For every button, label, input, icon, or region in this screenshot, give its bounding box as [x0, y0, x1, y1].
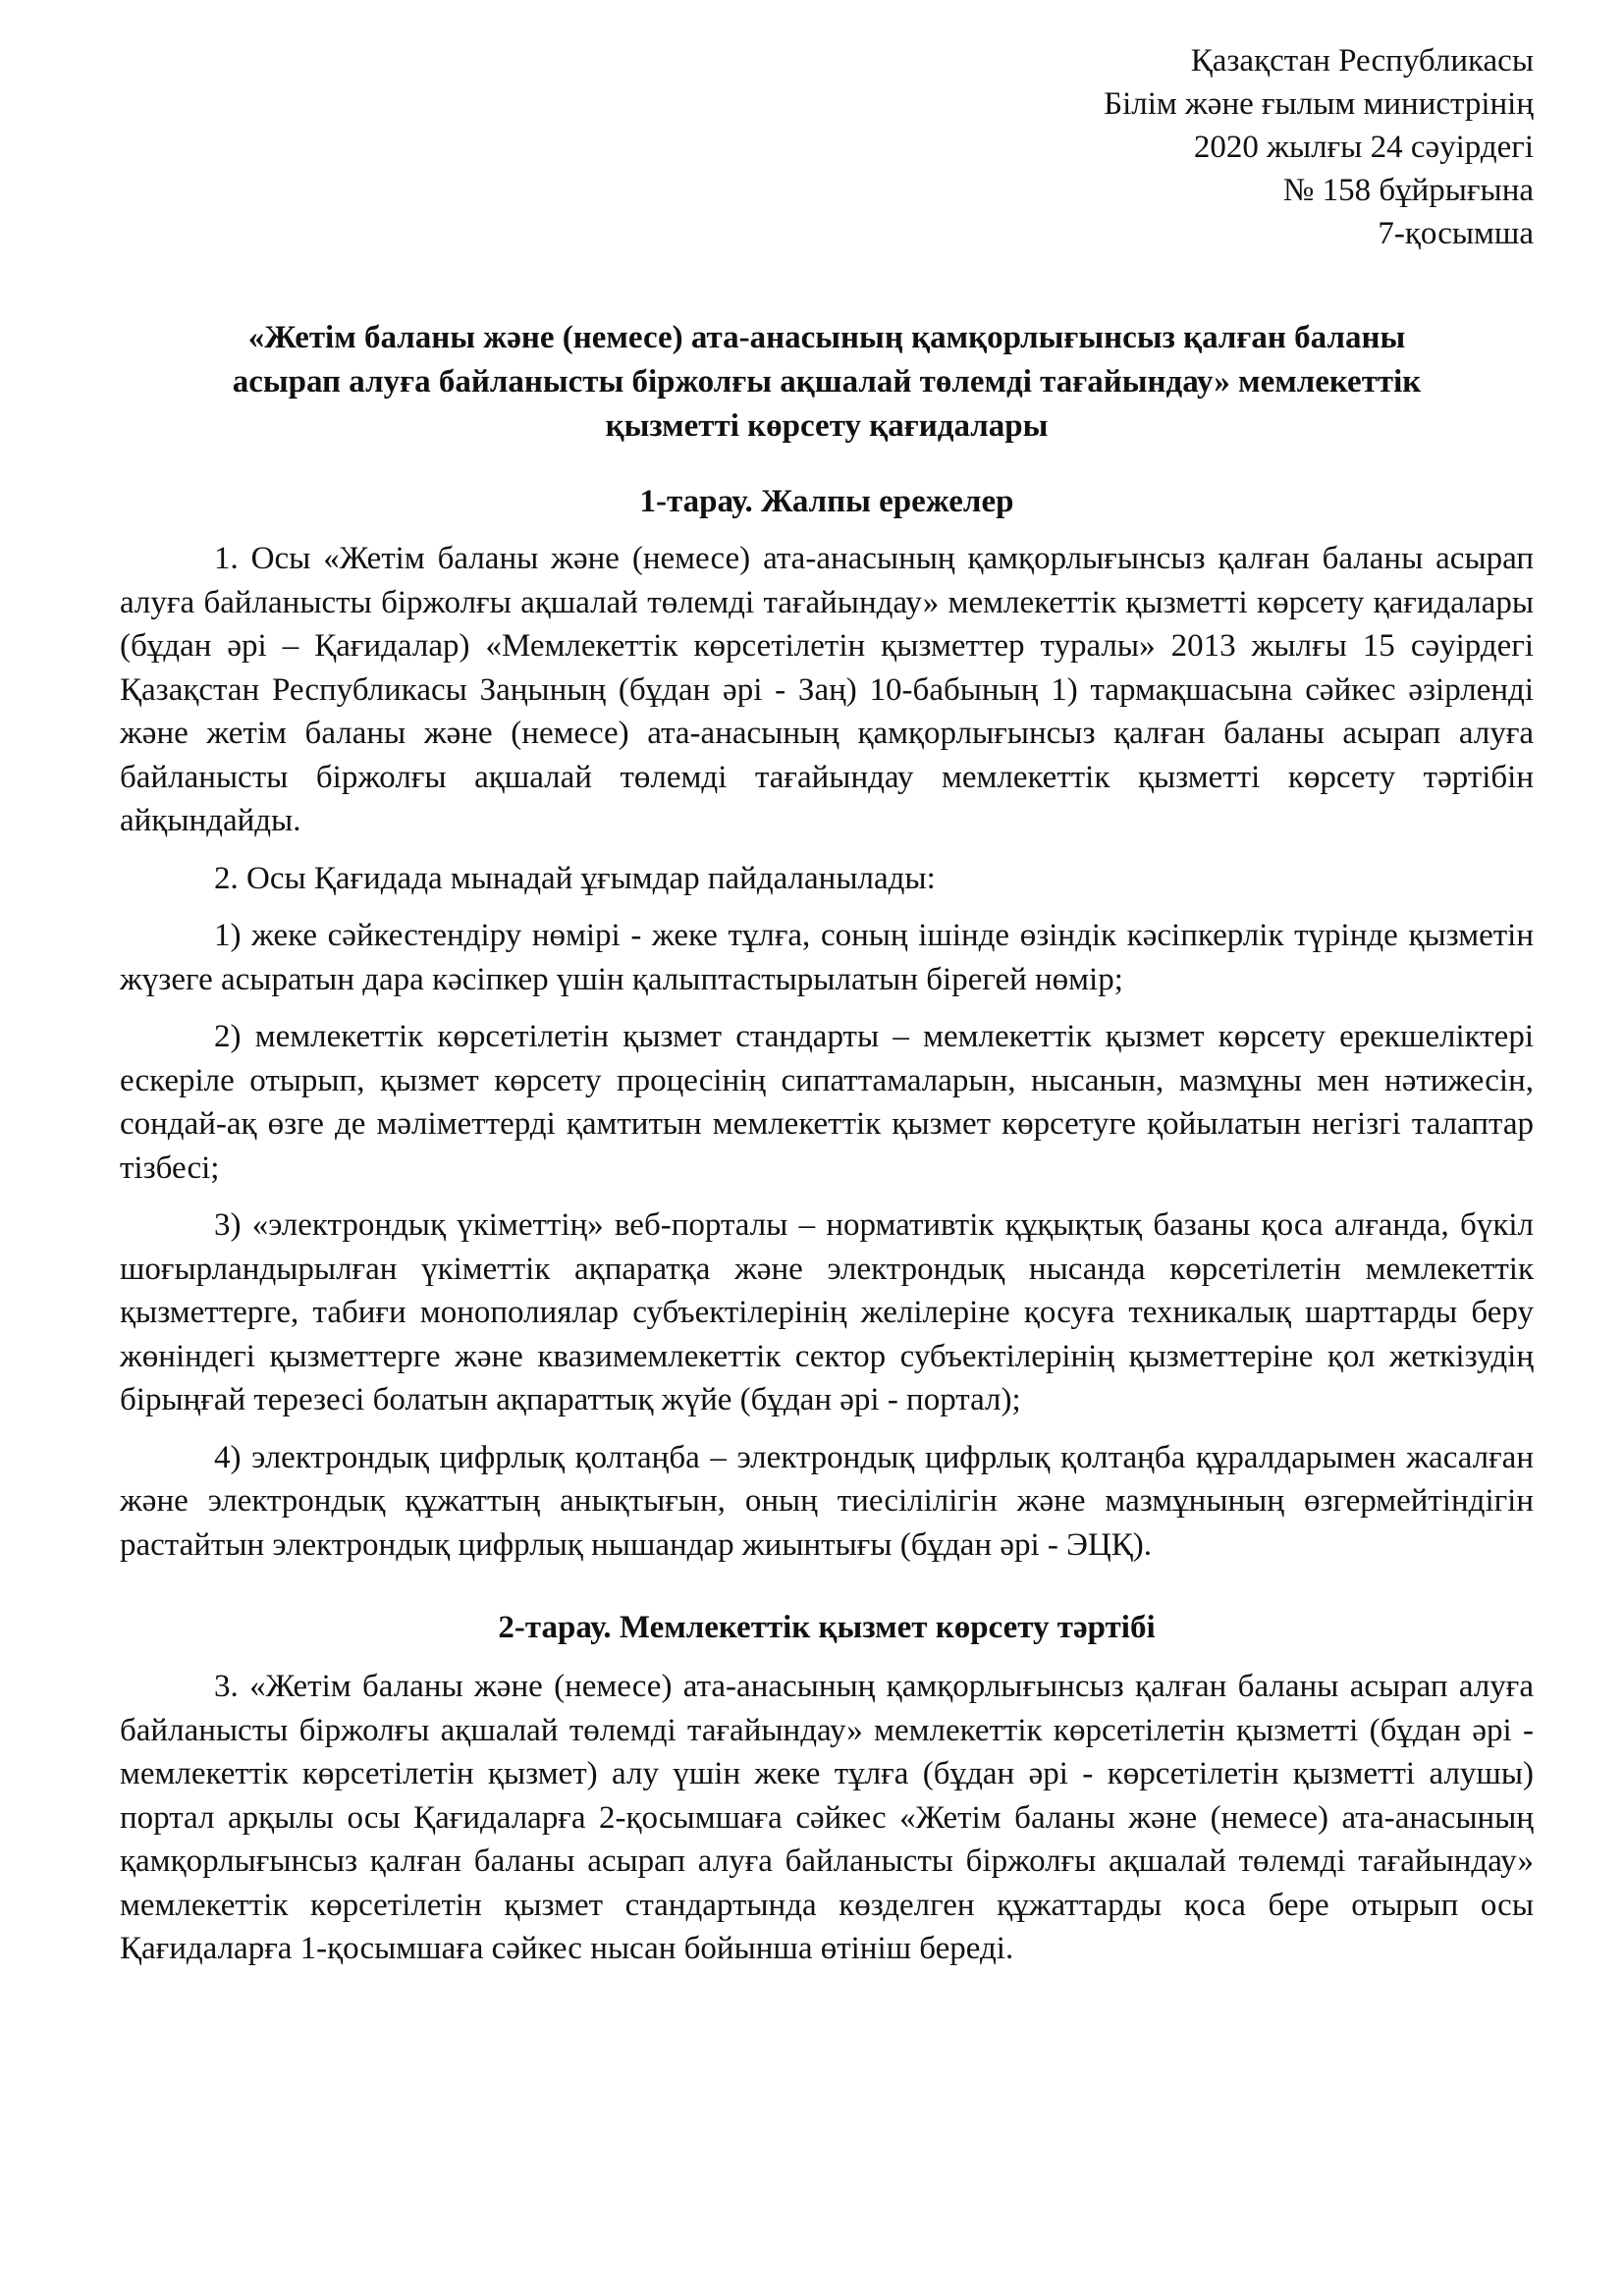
definition-1: 1) жеке сәйкестендіру нөмірі - жеке тұлға, соның ішінде өзіндік кәсіпкерлік түрінде қызметін жүзеге асыратын дара кәсіпкер үшін қалыптастырылатын бірегей нөмір; [120, 918, 1534, 997]
definition-3: 3) «электрондық үкіметтің» веб-порталы – нормативтік құқықтық базаны қоса алғанда, бүкіл шоғырландырылған үкіметтік ақпаратқа және электрондық нысанда көрсетілетін мемлекеттік қызметтерге, табиғи монополиялар субъектілерінің желілеріне қосуға техникалық шарттарды беру жөніндегі қызметтерге және квазимемлекеттік сектор субъектілерінің қызметтеріне қол жеткізудің бірыңғай терезесі болатын ақпараттық жүйе (бұдан әрі - портал); [120, 1207, 1534, 1417]
chapter-2-heading: 2-тарау. Мемлекеттік қызмет көрсету тәртібі [498, 1610, 1156, 1645]
definition-4: 4) электрондық цифрлық қолтаңба – электрондық цифрлық қолтаңба құралдарымен жасалған және электрондық құжаттың анықтығын, оның тиесілілігін және мазмұнының өзгермейтіндігін растайтын электрондық цифрлық нышандар жиынтығы (бұдан әрі - ЭЦҚ). [120, 1439, 1534, 1563]
paragraph-1: 1. Осы «Жетім баланы және (немесе) ата-анасының қамқорлығынсыз қалған баланы асырап алуға байланысты біржолғы ақшалай төлемді тағайындау» мемлекеттік қызметті көрсету қағидалары (бұдан әрі – Қағидалар) «Мемлекеттік көрсетілетін қызметтер туралы» 2013 жылғы 15 сәуірдегі Қазақстан Республикасы Заңының (бұдан әрі - Заң) 10-бабының 1) тармақшасына сәйкес әзірленді және жетім баланы және (немесе) ата-анасының қамқорлығынсыз қалған баланы асырап алуға байланысты біржолғы ақшалай төлемді тағайындау мемлекеттік қызметті көрсету тәртібін айқындайды. [120, 541, 1534, 838]
header-line-order-number: № 158 бұйрығына [1282, 173, 1534, 208]
header-line-appendix: 7-қосымша [1378, 216, 1534, 251]
title-line: қызметті көрсету қағидалары [605, 408, 1049, 444]
paragraph-3: 3. «Жетім баланы және (немесе) ата-анасының қамқорлығынсыз қалған баланы асырап алуға байланысты біржолғы ақшалай төлемді тағайындау» мемлекеттік көрсетілетін қызметті (бұдан әрі - мемлекеттік көрсетілетін қызмет) алу үшін жеке тұлға (бұдан әрі - көрсетілетін қызметті алушы) портал арқылы осы Қағидаларға 2-қосымшаға сәйкес «Жетім баланы және (немесе) ата-анасының қамқорлығынсыз қалған баланы асырап алуға байланысты біржолғы ақшалай төлемді тағайындау» мемлекеттік көрсетілетін қызмет стандартында көзделген құжаттарды қоса бере отырып осы Қағидаларға 1-қосымшаға сәйкес нысан бойынша өтініш береді. [120, 1669, 1534, 1966]
title-line: «Жетім баланы және (немесе) ата-анасының қамқорлығынсыз қалған баланы [247, 320, 1406, 355]
header-line-ministry: Білім және ғылым министрінің [1104, 86, 1534, 122]
paragraph-2: 2. Осы Қағидада мынадай ұғымдар пайдаланылады: [214, 860, 936, 896]
document-page [120, 39, 1534, 1985]
definition-2: 2) мемлекеттік көрсетілетін қызмет стандарты – мемлекеттік қызмет көрсету ерекшеліктері ескеріле отырып, қызмет көрсету процесінің сипаттамаларын, нысанын, мазмұны мен нәтижесін, сондай-ақ өзге де мәліметтерді қамтитын мемлекеттік қызмет көрсетуге қойылатын негізгі талаптар тізбесі; [120, 1019, 1534, 1186]
title-line: асырап алуға байланысты біржолғы ақшалай төлемді тағайындау» мемлекеттік [232, 364, 1422, 400]
header-line-date: 2020 жылғы 24 сәуірдегі [1193, 130, 1534, 165]
header-line-country: Қазақстан Республикасы [1190, 43, 1534, 79]
document-title [120, 316, 1534, 449]
chapter-1-heading: 1-тарау. Жалпы ережелер [639, 484, 1014, 519]
appendix-header [120, 39, 1534, 255]
